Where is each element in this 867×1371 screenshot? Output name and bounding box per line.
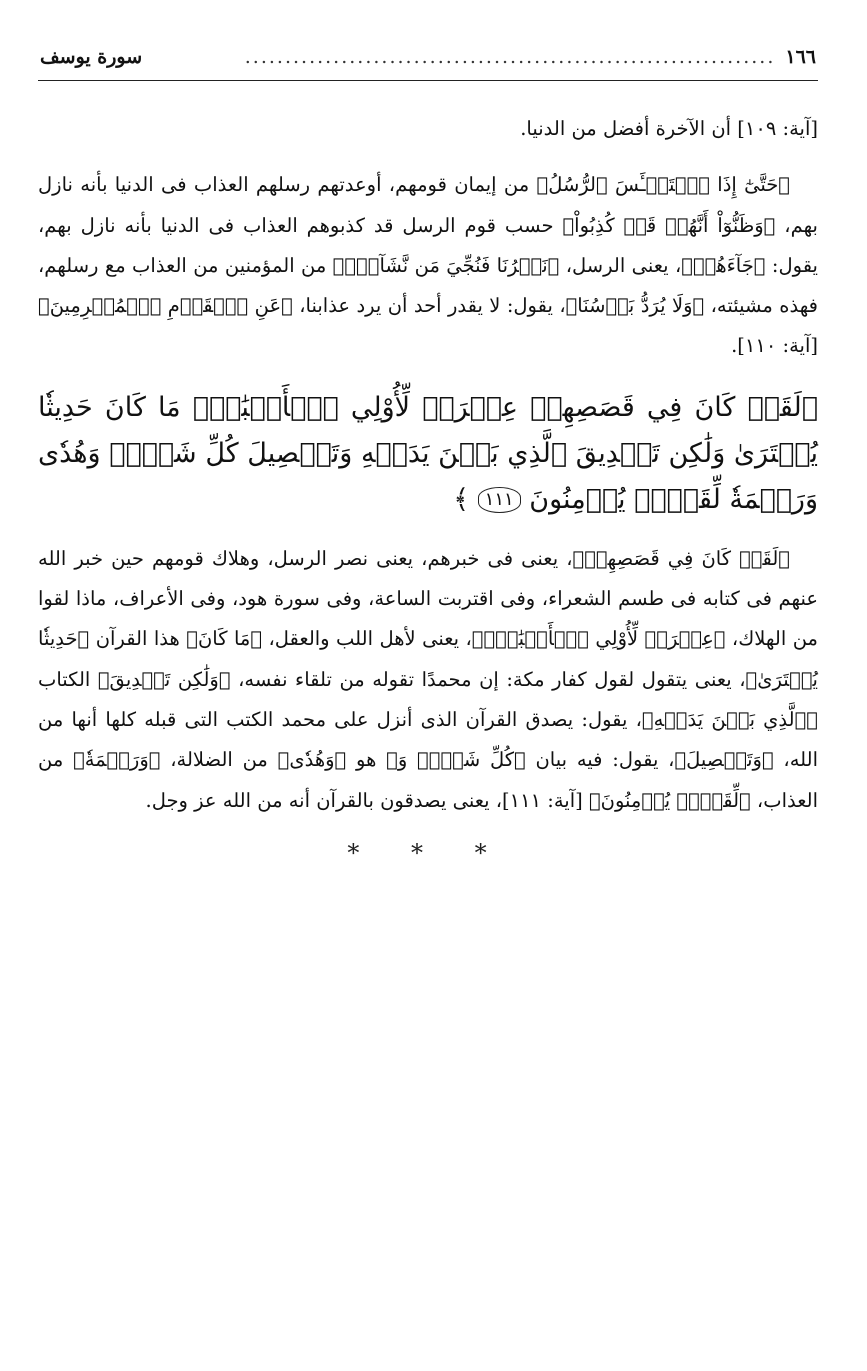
paragraph-verse-109-end: [آية: ١٠٩] أن الآخرة أفضل من الدنيا. — [520, 117, 818, 140]
ayah-number-marker: ١١١ — [478, 487, 521, 513]
paragraph-verse-110-commentary: ﴿حَتَّىٰٓ إِذَا ٱسۡتَيۡـَٔسَ ٱلرُّسُلُ﴾ من إيمان قومهم، أوعدتهم رسلهم العذاب فى الدنيا بأنه نازل بهم، ﴿وَظَنُّوٓاْ أَنَّهُمۡ قَدۡ كُذِبُواْ﴾ حسب قوم الرسل قد كذبوهم العذاب فى الدنيا بأنه نازل بهم، يقول: ﴿جَآءَهُمۡ﴾، يعنى الرسل، ﴿نَصۡرُنَا فَنُجِّيَ مَن نَّشَآءُۖ﴾ من المؤمنين من العذاب مع رسلهم، فهذه مشيئته، ﴿وَلَا يُرَدُّ بَأۡسُنَا﴾، يقول: لا يقدر أحد أن يرد عذابنا، ﴿عَنِ ٱلۡقَوۡمِ ٱلۡمُجۡرِمِينَ﴾ [آية: ١١٠]. — [38, 173, 818, 358]
header-leader-dots: .................................................................. — [244, 46, 776, 68]
paragraph-verse-111-commentary: ﴿لَقَدۡ كَانَ فِي قَصَصِهِمۡ﴾، يعنى فى خبرهم، يعنى نصر الرسل، وهلاك قومهم حين خبر الله عنهم فى كتابه فى طسم الشعراء، وفى اقتربت الساعة، وفى سورة هود، وفى الأعراف، ماذا لقوا من الهلاك، ﴿عِبۡرَةٞ لِّأُوْلِي ٱلۡأَلۡبَٰبِۗ﴾، يعنى لأهل اللب والعقل، ﴿مَا كَانَ﴾ هذا القرآن ﴿حَدِيثٗا يُفۡتَرَىٰ﴾، يعنى يتقول لقول كفار مكة: إن محمدًا تقوله من تلقاء نفسه، ﴿وَلَٰكِن تَصۡدِيقَ﴾ الكتاب ﴿ٱلَّذِي بَيۡنَ يَدَيۡهِ﴾، يقول: يصدق القرآن الذى أنزل على محمد الكتب التى قبله كلها أنها من الله، ﴿وَتَفۡصِيلَ﴾، يقول: فيه بيان ﴿كُلِّ شَيۡءٖ وَ﴾ هو ﴿وَهُدٗى﴾ من الضلالة، ﴿وَرَحۡمَةٗ﴾ من العذاب، ﴿لِّقَوۡمٖ يُؤۡمِنُونَ﴾ [آية: ١١١]، يعنى يصدقون بالقرآن أنه من الله عز وجل. — [38, 546, 818, 812]
quran-verse-111 — [38, 385, 818, 523]
surah-title: سورة يوسف — [40, 46, 143, 68]
section-separator: * * * — [347, 838, 509, 867]
ayah-text: ﴿لَقَدۡ كَانَ فِي قَصَصِهِمۡ عِبۡرَةٞ لِّأُوْلِي ٱلۡأَلۡبَٰبِۗ مَا كَانَ حَدِيثٗا يُفۡتَرَىٰ وَلَٰكِن تَصۡدِيقَ ٱلَّذِي بَيۡنَ يَدَيۡهِ وَتَفۡصِيلَ كُلِّ شَيۡءٖ وَهُدٗى وَرَحۡمَةٗ لِّقَوۡمٖ يُؤۡمِنُونَ — [38, 391, 818, 515]
page-number: ١٦٦ — [785, 46, 816, 68]
page-body — [38, 46, 818, 867]
ayah-closing-bracket: ﴾ — [453, 483, 470, 515]
running-header — [38, 46, 818, 81]
